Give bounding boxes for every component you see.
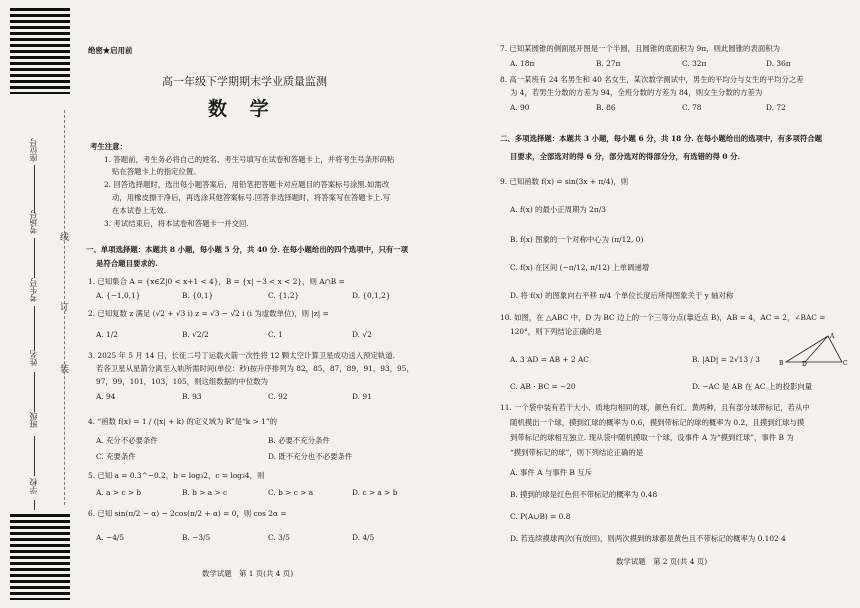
cut-char-mount: 装: [60, 365, 70, 375]
question-5-option-b: B. b > a > c: [182, 488, 228, 497]
question-6-option-d: D. 4/5: [352, 533, 375, 542]
question-9-option-d: D. 将 f(x) 的图象向右平移 π/4 个单位长度后所得图象关于 y 轴对称: [510, 291, 734, 300]
section-2-heading: 二、多项选择题：本题共 3 小题，每小题 6 分，共 18 分. 在每小题给出的选项中，有多项符合题: [500, 134, 823, 143]
question-3-stem-cont: 97，99，101，103，105，则这组数据的中位数为: [96, 377, 268, 386]
page-2-footer: 数学试题 第 2 页(共 4 页): [616, 557, 708, 566]
question-7-option-d: D. 36π: [766, 59, 791, 68]
question-7-option-b: B. 27π: [596, 59, 621, 68]
question-8-stem-cont: 为 4，若男生分数的方差为 94，全班分数的方差为 84，则女生分数的方差为: [510, 88, 763, 97]
question-5-option-a: A. a > c > b: [96, 488, 142, 497]
question-1-option-d: D. {0,1,2}: [352, 291, 391, 300]
question-4-option-c: C. 充要条件: [96, 452, 136, 461]
seat-number-line: [34, 165, 35, 213]
notice-line: 3. 考试结束后，将本试卷和答题卡一并交回.: [104, 219, 249, 228]
cut-char-bind: 订: [60, 303, 70, 313]
triangle-figure: [778, 332, 848, 366]
question-9-option-a: A. f(x) 的最小正周期为 2π/3: [510, 205, 606, 214]
question-10-stem: 10. 如图，在 △ABC 中，D 为 BC 边上的一个三等分点(靠近点 B)，AB = 4，AC = 2，∠BAC =: [500, 313, 826, 322]
question-2-option-c: C. 1: [268, 330, 283, 339]
binding-margin: [0, 0, 82, 608]
question-10-option-b: B. |AD| = 2√13 / 3: [692, 355, 760, 364]
question-7-option-c: C. 32π: [682, 59, 707, 68]
question-11-option-b: B. 摸到的球是红色但不带标记的概率为 0.48: [510, 490, 658, 499]
question-7-stem: 7. 已知某圆锥的侧面展开图是一个半圆，且圆锥的底面积为 9π，则此圆锥的表面积为: [500, 44, 780, 53]
question-8-option-d: D. 72: [766, 103, 786, 112]
question-2-option-d: D. √2: [352, 330, 372, 339]
question-7-option-a: A. 18π: [510, 59, 535, 68]
question-5-option-d: D. c > a > b: [352, 488, 398, 497]
barcode-top: [10, 8, 70, 94]
question-8-option-a: A. 90: [510, 103, 530, 112]
question-3-stem: 3. 2025 年 5 月 14 日，长征二号丁运载火箭一次性将 12 颗太空计算卫星成功送入预定轨道.: [88, 351, 396, 360]
question-3-stem-cont: 若各卫星从星箭分离至入轨所需时间(单位：秒)按升序排列为 82，85，87，89，91，93，95，: [96, 364, 414, 373]
notice-line: 动，用橡皮擦干净后，再选涂其他答案标号.回答非选择题时，将答案写在答题卡上.写: [112, 193, 391, 202]
question-10-option-d: D. −AC 是 AB 在 AC 上的投影向量: [692, 382, 813, 391]
section-1-heading-cont: 是符合题目要求的.: [96, 259, 158, 268]
confidential-mark: 绝密★启用前: [88, 46, 133, 55]
class-line: [34, 436, 35, 476]
question-3-option-a: A. 94: [96, 392, 116, 401]
page-1-footer: 数学试题 第 1 页(共 4 页): [202, 569, 294, 578]
school-line: [34, 500, 35, 510]
notice-line: 贴在答题卡上的指定位置。: [112, 167, 201, 176]
question-10-option-c: C. AB · BC = −20: [510, 382, 576, 391]
question-8-option-c: C. 78: [682, 103, 702, 112]
question-3-option-d: D. 91: [352, 392, 372, 401]
question-2-stem: 2. 已知复数 z 满足 (√2 + √3 i) z = √3 − √2 i (i 为虚数单位)，则 |z| =: [88, 309, 329, 318]
question-3-option-b: B. 93: [182, 392, 202, 401]
question-1-option-a: A. {−1,0,1}: [96, 291, 141, 300]
segment-ad: [805, 336, 828, 362]
question-8-option-b: B. 86: [596, 103, 616, 112]
question-6-stem: 6. 已知 sin(π/2 − α) − 2cos(π/2 + α) = 0，则 cos 2α =: [88, 509, 287, 518]
question-11-option-d: D. 若连续摸球两次(有放回)，则两次摸到的球都是黄色且不带标记的概率为 0.102 4: [510, 534, 786, 543]
question-10-option-a: A. 3 AD = AB + 2 AC: [510, 355, 589, 364]
page-1: [82, 0, 454, 608]
question-11-option-a: A. 事件 A 与事件 B 互斥: [510, 468, 592, 477]
question-6-option-c: C. 3/5: [268, 533, 290, 542]
question-2-option-b: B. √2/2: [182, 330, 209, 339]
subject-title: 数 学: [208, 98, 277, 120]
question-10-stem-cont: 120°，则下列结论正确的是: [510, 327, 602, 336]
notice-title: 考生注意：: [90, 142, 127, 151]
question-8-stem: 8. 高一某班有 24 名男生和 40 名女生，某次数学测试中，男生的平均分与女生的平均分之差: [500, 75, 804, 84]
figure-label-d: D: [802, 361, 807, 366]
name-label: 姓名: [29, 350, 38, 366]
question-4-stem: 4. “函数 f(x) = 1 / (|x| + k) 的定义域为 R”是“k > 1”的: [88, 417, 278, 426]
question-4-option-b: B. 必要不充分条件: [268, 436, 330, 445]
question-9-option-b: B. f(x) 图象的一个对称中心为 (π/12, 0): [510, 235, 644, 244]
figure-label-a: A: [830, 333, 835, 340]
name-line: [34, 372, 35, 412]
question-11-option-c: C. P(A∪B) = 0.8: [510, 512, 571, 521]
notice-line: 1. 答题前，考生务必将自己的姓名、考生号填写在试卷和答题卡上，并将考生号条形码粘: [104, 155, 395, 164]
exam-room-label: 考场号: [29, 210, 38, 234]
candidate-number-label: 考生号: [29, 278, 38, 302]
seat-number-label: 座位号: [29, 138, 38, 162]
question-11-stem-cont: “摸到带标记的球”，则下列结论正确的是: [510, 448, 644, 457]
page-2: [496, 0, 852, 608]
question-11-stem-cont: 随机摸出一个球，摸到红球的概率为 0.6，摸到带标记的球的概率为 0.2，且摸到红球与摸: [510, 418, 805, 427]
question-1-option-c: C. {1,2}: [268, 291, 300, 300]
question-5-stem: 5. 已知 a = 0.3^−0.2，b = log₃2，c = log₃4，则: [88, 471, 265, 480]
question-4-option-a: A. 充分不必要条件: [96, 436, 158, 445]
class-label: 班级: [29, 412, 38, 428]
question-2-option-a: A. 1/2: [96, 330, 118, 339]
candidate-number-line: [34, 306, 35, 350]
question-3-option-c: C. 92: [268, 392, 288, 401]
barcode-bottom: [10, 514, 70, 600]
section-2-heading-cont: 目要求，全部选对的得 6 分，部分选对的得部分分，有选错的得 0 分.: [510, 152, 741, 161]
notice-line: 2. 回答选择题时，选出每小题答案后，用铅笔把答题卡对应题目的答案标号涂黑.如需改: [104, 180, 390, 189]
question-4-option-d: D. 既不充分也不必要条件: [268, 452, 353, 461]
figure-label-b: B: [779, 360, 784, 366]
question-11-stem: 11. 一个袋中装有若干大小、质地均相同的球，颜色有红、黄两种，且有部分球带标记，若从中: [500, 403, 810, 412]
question-6-option-a: A. −4/5: [96, 533, 125, 542]
question-5-option-c: C. b > c > a: [268, 488, 314, 497]
exam-room-line: [34, 238, 35, 278]
question-1-stem: 1. 已知集合 A = {x∈Z|0 < x+1 < 4}，B = {x| −3 < x < 2}，则 A∩B =: [88, 277, 345, 286]
school-label: 学校: [29, 478, 38, 494]
question-9-option-c: C. f(x) 在区间 (−π/12, π/12) 上单调递增: [510, 263, 650, 272]
cut-char-line: 线: [60, 233, 70, 243]
figure-label-c: C: [843, 360, 848, 366]
question-11-stem-cont: 到带标记的球相互独立. 现从袋中随机摸取一个球，设事件 A 为“摸到红球”，事件 B 为: [510, 433, 794, 442]
notice-line: 在本试卷上无效.: [112, 206, 167, 215]
section-1-heading: 一、单项选择题：本题共 8 小题，每小题 5 分，共 40 分. 在每小题给出的四个选项中，只有一项: [86, 245, 409, 254]
question-9-stem: 9. 已知函数 f(x) = sin(3x + π/4)，则: [500, 177, 629, 186]
question-6-option-b: B. −3/5: [182, 533, 211, 542]
exam-title: 高一年级下学期期末学业质量监测: [162, 75, 327, 88]
question-1-option-b: B. {0,1}: [182, 291, 214, 300]
